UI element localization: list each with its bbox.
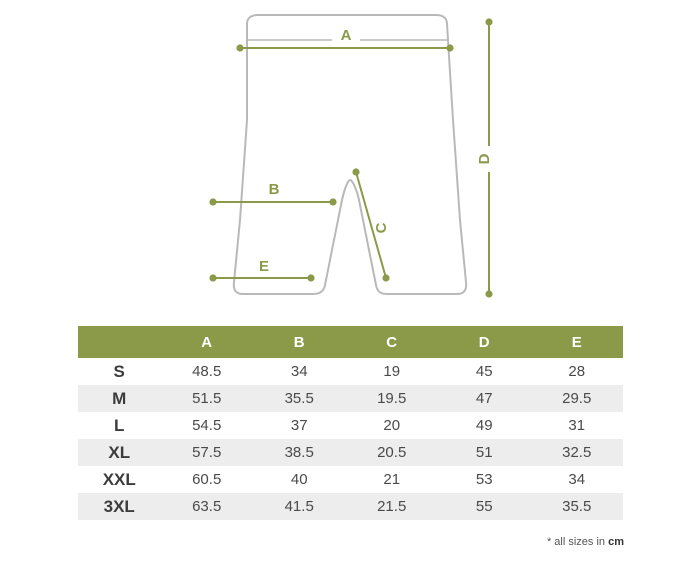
cell-d: 51 <box>438 439 531 466</box>
dimension-label-e: E <box>258 258 270 275</box>
cell-b: 37 <box>253 412 346 439</box>
cell-e: 35.5 <box>530 493 623 520</box>
cell-c: 20 <box>345 412 438 439</box>
cell-d: 49 <box>438 412 531 439</box>
measurement-line-d <box>476 18 498 297</box>
size-chart-table <box>78 326 623 520</box>
table-row <box>78 412 623 439</box>
cell-b: 40 <box>253 466 346 493</box>
measurement-line-a <box>236 26 453 52</box>
cell-a: 57.5 <box>160 439 253 466</box>
units-footnote <box>547 536 624 548</box>
table-row <box>78 466 623 493</box>
cell-b: 41.5 <box>253 493 346 520</box>
cell-d: 55 <box>438 493 531 520</box>
cell-e: 31 <box>530 412 623 439</box>
cell-c: 21.5 <box>345 493 438 520</box>
cell-e: 29.5 <box>530 385 623 412</box>
cell-d: 47 <box>438 385 531 412</box>
row-size-label: XXL <box>78 466 160 493</box>
table-body <box>78 358 623 520</box>
dimension-label-d: D <box>476 153 493 165</box>
table-row <box>78 439 623 466</box>
column-header-e: E <box>530 326 623 358</box>
row-size-label: M <box>78 385 160 412</box>
row-size-label: 3XL <box>78 493 160 520</box>
table-row <box>78 493 623 520</box>
cell-b: 35.5 <box>253 385 346 412</box>
column-header-c: C <box>345 326 438 358</box>
row-size-label: L <box>78 412 160 439</box>
measurement-line-e <box>209 257 314 282</box>
row-size-label: S <box>78 358 160 385</box>
cell-e: 28 <box>530 358 623 385</box>
table-row <box>78 358 623 385</box>
cell-d: 45 <box>438 358 531 385</box>
cell-a: 48.5 <box>160 358 253 385</box>
cell-c: 21 <box>345 466 438 493</box>
dimension-label-c: C <box>373 222 390 234</box>
cell-a: 51.5 <box>160 385 253 412</box>
cell-c: 19 <box>345 358 438 385</box>
column-header-d: D <box>438 326 531 358</box>
table-row <box>78 385 623 412</box>
cell-a: 60.5 <box>160 466 253 493</box>
cell-a: 63.5 <box>160 493 253 520</box>
cell-b: 34 <box>253 358 346 385</box>
table-header <box>78 326 623 358</box>
measurement-line-b <box>209 180 336 206</box>
dimension-label-b: B <box>268 181 280 198</box>
column-header-a: A <box>160 326 253 358</box>
cell-e: 34 <box>530 466 623 493</box>
column-header-b: B <box>253 326 346 358</box>
cell-c: 19.5 <box>345 385 438 412</box>
footnote-unit: cm <box>608 536 624 548</box>
cell-a: 54.5 <box>160 412 253 439</box>
row-size-label: XL <box>78 439 160 466</box>
table-header-row <box>78 326 623 358</box>
cell-e: 32.5 <box>530 439 623 466</box>
dimension-label-a: A <box>340 27 352 44</box>
cell-c: 20.5 <box>345 439 438 466</box>
cell-d: 53 <box>438 466 531 493</box>
table-corner-header <box>78 326 160 358</box>
shorts-outline <box>234 15 466 294</box>
cell-b: 38.5 <box>253 439 346 466</box>
footnote-prefix: * all sizes in <box>546 536 609 548</box>
